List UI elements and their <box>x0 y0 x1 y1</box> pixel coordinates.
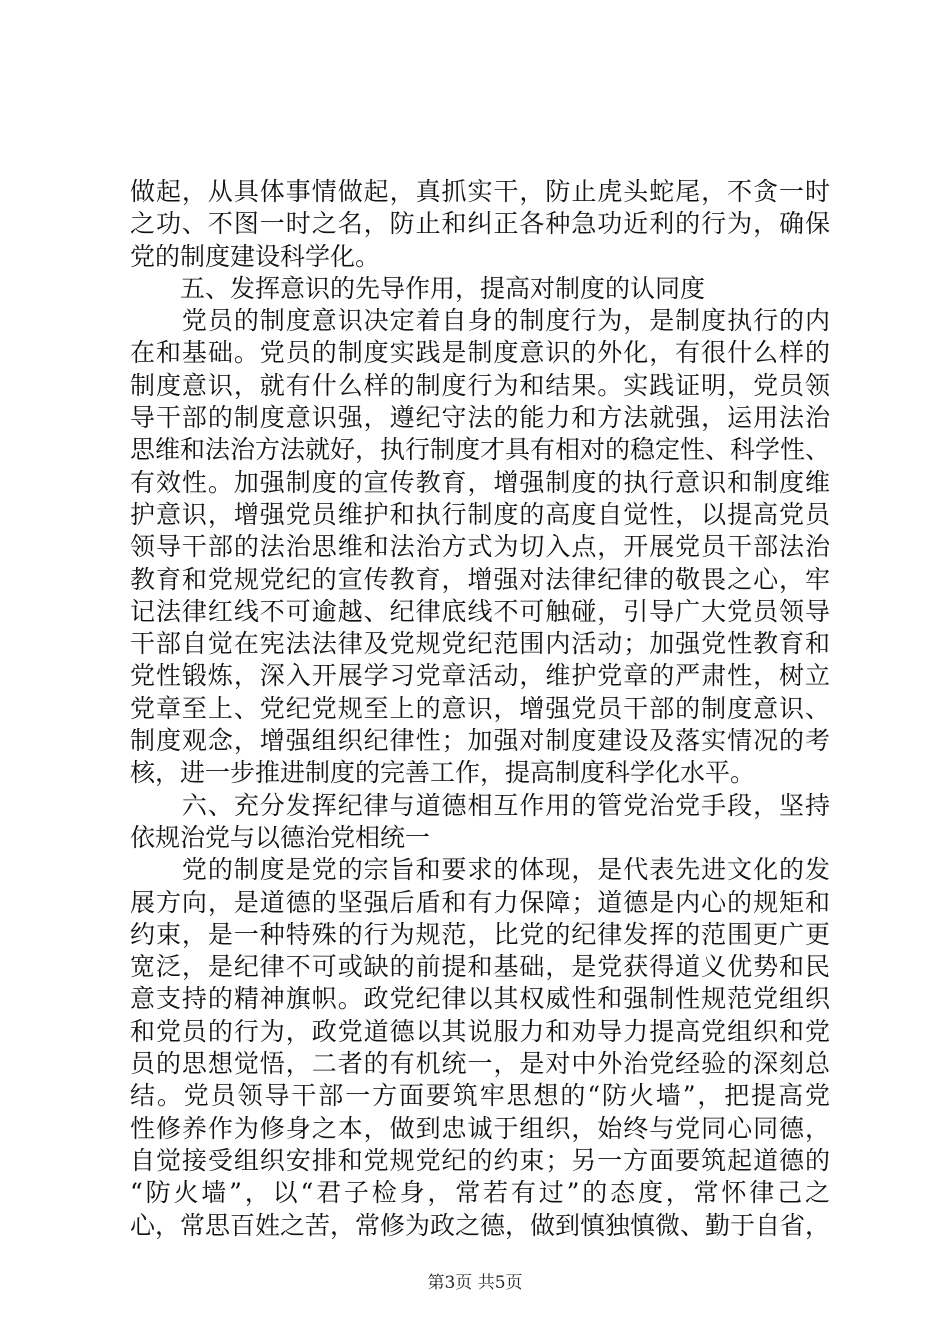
text-line: 党的制度建设科学化。 <box>130 241 381 271</box>
text-line: 六、充分发挥纪律与道德相互作用的管党治党手段，坚持 <box>130 790 830 820</box>
text-line: 记法律红线不可逾越、纪律底线不可触碰，引导广大党员领导 <box>130 596 830 626</box>
text-line: 党的制度是党的宗旨和要求的体现，是代表先进文化的发 <box>130 855 830 885</box>
text-line: 心，常思百姓之苦，常修为政之德，做到慎独慎微、勤于自省， <box>130 1210 831 1240</box>
text-line: 在和基础。党员的制度实践是制度意识的外化，有很什么样的 <box>130 338 830 368</box>
text-line: 党章至上、党纪党规至上的意识，增强党员干部的制度意识、 <box>130 693 830 723</box>
document-body <box>130 176 830 1242</box>
text-line: 和党员的行为，政党道德以其说服力和劝导力提高党组织和党 <box>130 1016 830 1046</box>
text-line: 制度观念，增强组织纪律性；加强对制度建设及落实情况的考 <box>130 726 830 756</box>
text-line: 有效性。加强制度的宣传教育，增强制度的执行意识和制度维 <box>130 467 830 497</box>
text-line: 五、发挥意识的先导作用，提高对制度的认同度 <box>130 273 706 303</box>
text-line: 宽泛，是纪律不可或缺的前提和基础，是党获得道义优势和民 <box>130 952 830 982</box>
text-line: 核，进一步推进制度的完善工作，提高制度科学化水平。 <box>130 758 756 788</box>
text-line: “防火墙”，以“君子检身，常若有过”的态度，常怀律己之 <box>130 1178 830 1208</box>
text-line: 思维和法治方法就好，执行制度才具有相对的稳定性、科学性、 <box>130 435 831 465</box>
text-line: 之功、不图一时之名，防止和纠正各种急功近利的行为，确保 <box>130 209 830 239</box>
text-line: 性修养作为修身之本，做到忠诚于组织，始终与党同心同德， <box>130 1113 830 1143</box>
text-line: 护意识，增强党员维护和执行制度的高度自觉性，以提高党员 <box>130 499 830 529</box>
text-line: 依规治党与以德治党相统一 <box>130 822 431 852</box>
text-line: 领导干部的法治思维和法治方式为切入点，开展党员干部法治 <box>130 532 830 562</box>
text-line: 展方向，是道德的坚强后盾和有力保障；道德是内心的规矩和 <box>130 887 830 917</box>
text-line: 自觉接受组织安排和党规党纪的约束；另一方面要筑起道德的 <box>130 1145 830 1175</box>
text-line: 员的思想觉悟，二者的有机统一，是对中外治党经验的深刻总 <box>130 1049 830 1079</box>
text-line: 结。党员领导干部一方面要筑牢思想的“防火墙”，把提高党 <box>130 1081 830 1111</box>
text-line: 制度意识，就有什么样的制度行为和结果。实践证明，党员领 <box>130 370 830 400</box>
text-line: 教育和党规党纪的宣传教育，增强对法律纪律的敬畏之心，牢 <box>130 564 830 594</box>
text-line: 导干部的制度意识强，遵纪守法的能力和方法就强，运用法治 <box>130 403 830 433</box>
text-line: 党员的制度意识决定着自身的制度行为，是制度执行的内 <box>130 306 830 336</box>
text-line: 干部自觉在宪法法律及党规党纪范围内活动；加强党性教育和 <box>130 629 830 659</box>
text-line: 意支持的精神旗帜。政党纪律以其权威性和强制性规范党组织 <box>130 984 830 1014</box>
page-footer: 第3页 共5页 <box>427 1273 523 1293</box>
text-line: 约束，是一种特殊的行为规范，比党的纪律发挥的范围更广更 <box>130 919 830 949</box>
text-line: 做起，从具体事情做起，真抓实干，防止虎头蛇尾，不贪一时 <box>130 177 830 206</box>
text-line: 党性锻炼，深入开展学习党章活动，维护党章的严肃性，树立 <box>130 661 830 691</box>
